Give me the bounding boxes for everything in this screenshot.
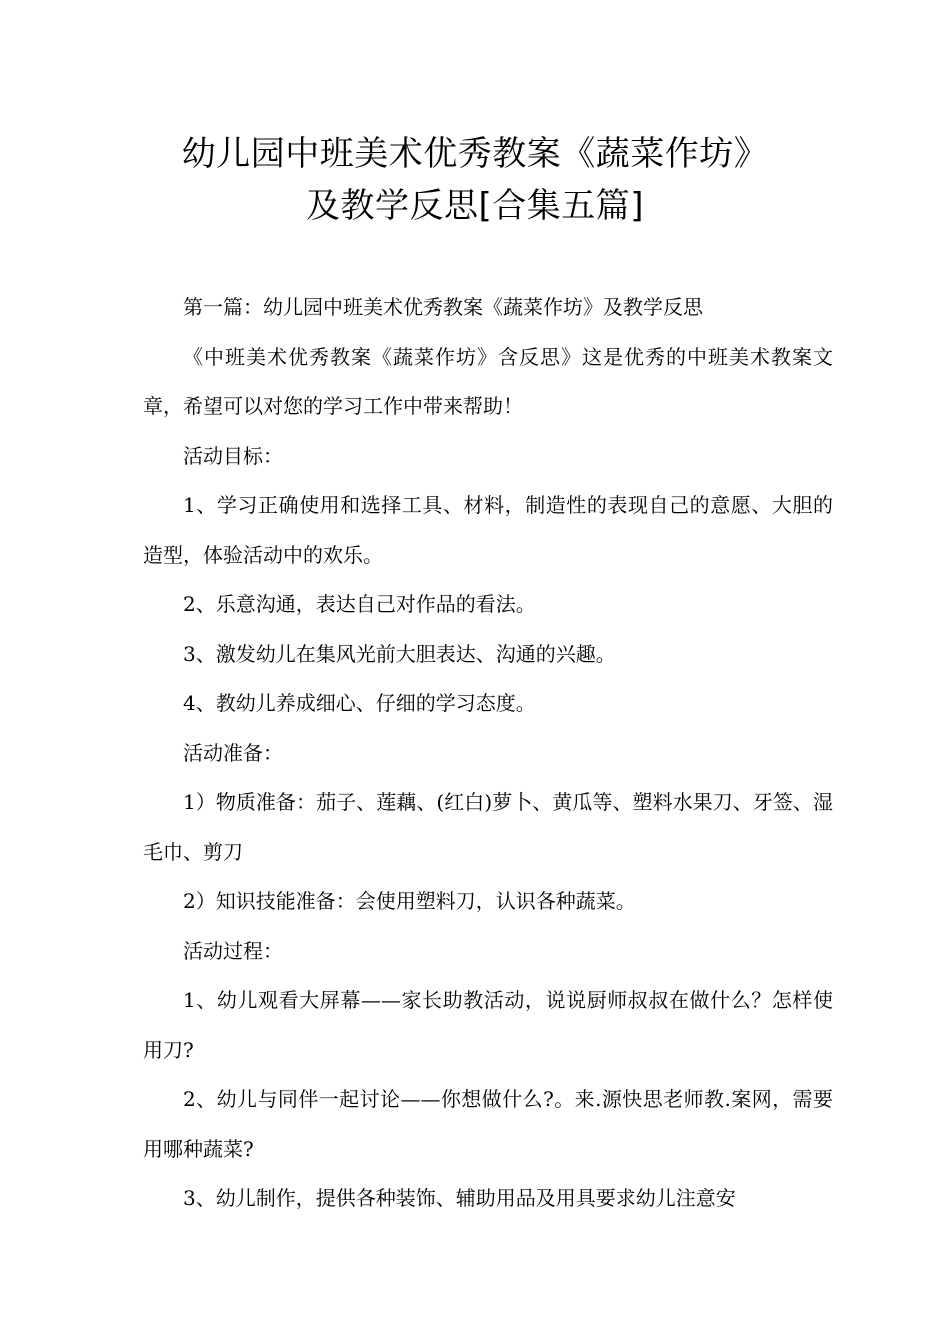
process-item: 3、幼儿制作，提供各种装饰、辅助用品及用具要求幼儿注意安: [183, 1186, 736, 1210]
goal-item: 4、教幼儿养成细心、仔细的学习态度。: [183, 691, 536, 715]
process-heading: 活动过程：: [183, 938, 283, 963]
document-title-line-1: 幼儿园中班美术优秀教案《蔬菜作坊》: [181, 134, 769, 174]
document-title-line-2: 及教学反思[合集五篇]: [305, 186, 645, 226]
goals-heading: 活动目标：: [183, 443, 283, 468]
preparation-item: 2）知识技能准备：会使用塑料刀，认识各种蔬菜。: [183, 889, 636, 913]
intro-paragraph: 《中班美术优秀教案《蔬菜作坊》含反思》这是优秀的中班美术教案文章，希望可以对您的学习工作中带来帮助！: [143, 344, 833, 418]
preparation-item: 1）物质准备：茄子、莲藕、(红白)萝卜、黄瓜等、塑料水果刀、牙签、湿毛巾、剪刀: [143, 790, 833, 864]
process-item: 2、幼儿与同伴一起讨论——你想做什么?。来.源快思老师教.案网，需要用哪种蔬菜?: [143, 1087, 833, 1161]
goal-item: 2、乐意沟通，表达自己对作品的看法。: [183, 592, 536, 616]
goal-item: 3、激发幼儿在集风光前大胆表达、沟通的兴趣。: [183, 641, 616, 666]
process-item: 1、幼儿观看大屏幕——家长助教活动，说说厨师叔叔在做什么？怎样使用刀?: [143, 988, 833, 1062]
document-body: [143, 283, 833, 1224]
goal-item: 1、学习正确使用和选择工具、材料，制造性的表现自己的意愿、大胆的造型，体验活动中的欢乐。: [143, 493, 833, 567]
section-heading: 第一篇：幼儿园中班美术优秀教案《蔬菜作坊》及教学反思: [183, 295, 703, 319]
preparation-heading: 活动准备：: [183, 740, 283, 765]
